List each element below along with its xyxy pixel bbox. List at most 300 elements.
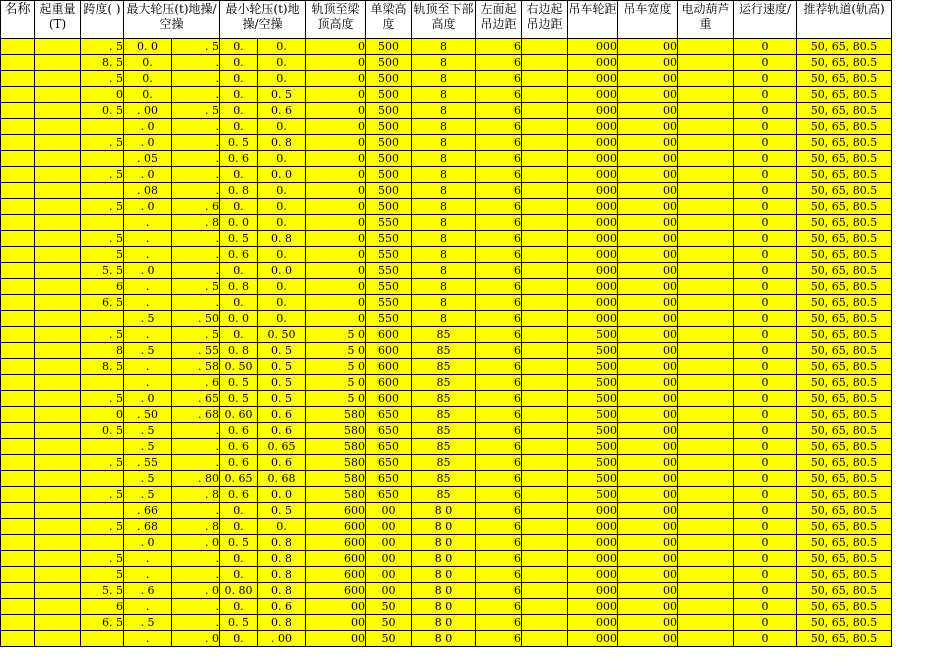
cell-width[interactable]: 00 — [618, 279, 678, 295]
cell-width[interactable]: 00 — [618, 375, 678, 391]
cell-span[interactable] — [81, 311, 124, 327]
cell-wheel-base[interactable]: 000 — [568, 247, 618, 263]
cell-width[interactable]: 00 — [618, 55, 678, 71]
cell-maxp-ground[interactable]: . 0 — [124, 263, 172, 279]
cell-minp-air[interactable]: 0. — [258, 215, 306, 231]
cell-hoist-weight[interactable] — [678, 599, 734, 615]
cell-beam-height[interactable]: 650 — [366, 455, 412, 471]
cell-maxp-air[interactable]: . — [172, 567, 220, 583]
cell-name[interactable] — [1, 103, 35, 119]
cell-minp-air[interactable]: 0. — [258, 311, 306, 327]
cell-maxp-air[interactable]: . — [172, 423, 220, 439]
cell-right-hook[interactable] — [522, 87, 568, 103]
cell-rail-top[interactable]: 0 — [306, 247, 366, 263]
cell-rail-bottom[interactable]: 8 0 — [412, 583, 476, 599]
cell-beam-height[interactable]: 600 — [366, 343, 412, 359]
cell-rail[interactable]: 50, 65, 80.5 — [797, 71, 892, 87]
cell-minp-air[interactable]: 0. 8 — [258, 567, 306, 583]
cell-rail[interactable]: 50, 65, 80.5 — [797, 503, 892, 519]
cell-beam-height[interactable]: 650 — [366, 471, 412, 487]
cell-width[interactable]: 00 — [618, 151, 678, 167]
cell-maxp-ground[interactable]: . 68 — [124, 519, 172, 535]
cell-speed[interactable]: 0 — [734, 487, 797, 503]
cell-beam-height[interactable]: 500 — [366, 167, 412, 183]
cell-minp-ground[interactable]: 0. 0 — [220, 311, 258, 327]
cell-maxp-air[interactable]: . 8 — [172, 215, 220, 231]
cell-name[interactable] — [1, 471, 35, 487]
cell-beam-height[interactable]: 650 — [366, 487, 412, 503]
cell-width[interactable]: 00 — [618, 503, 678, 519]
cell-name[interactable] — [1, 183, 35, 199]
cell-hoist-weight[interactable] — [678, 439, 734, 455]
cell-maxp-air[interactable]: . 68 — [172, 407, 220, 423]
cell-speed[interactable]: 0 — [734, 439, 797, 455]
cell-maxp-air[interactable]: . — [172, 55, 220, 71]
cell-span[interactable]: 8. 5 — [81, 55, 124, 71]
cell-name[interactable] — [1, 407, 35, 423]
cell-name[interactable] — [1, 391, 35, 407]
cell-rail-bottom[interactable]: 85 — [412, 359, 476, 375]
cell-rail-top[interactable]: 00 — [306, 631, 366, 647]
cell-speed[interactable]: 0 — [734, 71, 797, 87]
cell-speed[interactable]: 0 — [734, 151, 797, 167]
cell-rail[interactable]: 50, 65, 80.5 — [797, 599, 892, 615]
cell-minp-air[interactable]: 0. 65 — [258, 439, 306, 455]
cell-right-hook[interactable] — [522, 103, 568, 119]
cell-maxp-ground[interactable]: . 55 — [124, 455, 172, 471]
cell-minp-air[interactable]: 0. 5 — [258, 375, 306, 391]
cell-minp-ground[interactable]: 0. 5 — [220, 535, 258, 551]
cell-load[interactable] — [35, 71, 81, 87]
cell-span[interactable]: . 5 — [81, 39, 124, 55]
cell-right-hook[interactable] — [522, 71, 568, 87]
cell-hoist-weight[interactable] — [678, 375, 734, 391]
cell-span[interactable]: 6. 5 — [81, 615, 124, 631]
cell-hoist-weight[interactable] — [678, 151, 734, 167]
cell-width[interactable]: 00 — [618, 199, 678, 215]
cell-right-hook[interactable] — [522, 199, 568, 215]
cell-width[interactable]: 00 — [618, 247, 678, 263]
cell-load[interactable] — [35, 311, 81, 327]
cell-maxp-ground[interactable]: . 5 — [124, 471, 172, 487]
cell-minp-ground[interactable]: 0. 6 — [220, 247, 258, 263]
cell-maxp-ground[interactable]: . — [124, 359, 172, 375]
cell-minp-air[interactable]: 0. — [258, 183, 306, 199]
cell-minp-air[interactable]: 0. 5 — [258, 343, 306, 359]
cell-width[interactable]: 00 — [618, 599, 678, 615]
cell-rail-top[interactable]: 5 0 — [306, 359, 366, 375]
cell-wheel-base[interactable]: 500 — [568, 407, 618, 423]
cell-name[interactable] — [1, 615, 35, 631]
cell-maxp-air[interactable]: . — [172, 231, 220, 247]
cell-beam-height[interactable]: 550 — [366, 215, 412, 231]
cell-span[interactable] — [81, 375, 124, 391]
cell-rail-bottom[interactable]: 8 0 — [412, 519, 476, 535]
cell-span[interactable] — [81, 151, 124, 167]
cell-rail-bottom[interactable]: 8 — [412, 87, 476, 103]
cell-beam-height[interactable]: 600 — [366, 327, 412, 343]
cell-rail[interactable]: 50, 65, 80.5 — [797, 567, 892, 583]
cell-maxp-air[interactable]: . 6 — [172, 199, 220, 215]
cell-hoist-weight[interactable] — [678, 583, 734, 599]
cell-rail-bottom[interactable]: 8 0 — [412, 567, 476, 583]
cell-rail[interactable]: 50, 65, 80.5 — [797, 615, 892, 631]
cell-span[interactable] — [81, 631, 124, 647]
cell-left-hook[interactable]: 6 — [476, 167, 522, 183]
cell-right-hook[interactable] — [522, 311, 568, 327]
cell-rail-top[interactable]: 00 — [306, 615, 366, 631]
cell-minp-air[interactable]: 0. 6 — [258, 423, 306, 439]
cell-load[interactable] — [35, 535, 81, 551]
cell-maxp-ground[interactable]: . — [124, 231, 172, 247]
cell-minp-air[interactable]: 0. — [258, 39, 306, 55]
cell-minp-ground[interactable]: 0. 5 — [220, 615, 258, 631]
cell-maxp-ground[interactable]: 0. 0 — [124, 39, 172, 55]
cell-name[interactable] — [1, 87, 35, 103]
cell-rail-top[interactable]: 600 — [306, 519, 366, 535]
cell-minp-air[interactable]: 0. — [258, 151, 306, 167]
cell-wheel-base[interactable]: 000 — [568, 551, 618, 567]
cell-right-hook[interactable] — [522, 119, 568, 135]
cell-width[interactable]: 00 — [618, 391, 678, 407]
cell-span[interactable]: 5 — [81, 567, 124, 583]
cell-maxp-air[interactable]: . 0 — [172, 631, 220, 647]
cell-maxp-air[interactable]: . 5 — [172, 327, 220, 343]
cell-speed[interactable]: 0 — [734, 199, 797, 215]
cell-rail-top[interactable]: 580 — [306, 407, 366, 423]
cell-maxp-ground[interactable]: 0. — [124, 71, 172, 87]
cell-rail[interactable]: 50, 65, 80.5 — [797, 455, 892, 471]
cell-span[interactable]: 8 — [81, 343, 124, 359]
cell-left-hook[interactable]: 6 — [476, 439, 522, 455]
cell-speed[interactable]: 0 — [734, 423, 797, 439]
cell-right-hook[interactable] — [522, 407, 568, 423]
cell-rail[interactable]: 50, 65, 80.5 — [797, 39, 892, 55]
cell-rail-bottom[interactable]: 8 0 — [412, 551, 476, 567]
cell-span[interactable]: 5. 5 — [81, 583, 124, 599]
cell-load[interactable] — [35, 583, 81, 599]
cell-rail-bottom[interactable]: 8 0 — [412, 615, 476, 631]
cell-rail-top[interactable]: 580 — [306, 455, 366, 471]
cell-beam-height[interactable]: 500 — [366, 135, 412, 151]
cell-left-hook[interactable]: 6 — [476, 215, 522, 231]
cell-load[interactable] — [35, 183, 81, 199]
cell-beam-height[interactable]: 00 — [366, 519, 412, 535]
cell-right-hook[interactable] — [522, 231, 568, 247]
cell-hoist-weight[interactable] — [678, 391, 734, 407]
cell-beam-height[interactable]: 500 — [366, 183, 412, 199]
cell-rail[interactable]: 50, 65, 80.5 — [797, 295, 892, 311]
cell-minp-air[interactable]: 0. 6 — [258, 455, 306, 471]
cell-maxp-air[interactable]: . — [172, 119, 220, 135]
cell-wheel-base[interactable]: 000 — [568, 71, 618, 87]
cell-right-hook[interactable] — [522, 263, 568, 279]
cell-span[interactable]: . 5 — [81, 135, 124, 151]
cell-span[interactable] — [81, 215, 124, 231]
cell-maxp-ground[interactable]: . — [124, 375, 172, 391]
cell-minp-ground[interactable]: 0. 5 — [220, 135, 258, 151]
cell-rail[interactable]: 50, 65, 80.5 — [797, 87, 892, 103]
cell-wheel-base[interactable]: 000 — [568, 103, 618, 119]
cell-rail-top[interactable]: 0 — [306, 87, 366, 103]
cell-maxp-air[interactable]: . — [172, 551, 220, 567]
cell-rail-top[interactable]: 0 — [306, 151, 366, 167]
cell-rail-top[interactable]: 0 — [306, 39, 366, 55]
cell-maxp-air[interactable]: . — [172, 439, 220, 455]
cell-minp-air[interactable]: 0. 8 — [258, 615, 306, 631]
cell-rail-top[interactable]: 5 0 — [306, 327, 366, 343]
cell-maxp-air[interactable]: . — [172, 71, 220, 87]
cell-load[interactable] — [35, 135, 81, 151]
cell-minp-air[interactable]: 0. 6 — [258, 407, 306, 423]
cell-minp-ground[interactable]: 0. — [220, 87, 258, 103]
cell-left-hook[interactable]: 6 — [476, 151, 522, 167]
cell-right-hook[interactable] — [522, 471, 568, 487]
cell-rail-top[interactable]: 0 — [306, 119, 366, 135]
cell-wheel-base[interactable]: 000 — [568, 87, 618, 103]
cell-right-hook[interactable] — [522, 503, 568, 519]
cell-hoist-weight[interactable] — [678, 279, 734, 295]
cell-name[interactable] — [1, 151, 35, 167]
cell-right-hook[interactable] — [522, 151, 568, 167]
cell-name[interactable] — [1, 423, 35, 439]
cell-name[interactable] — [1, 455, 35, 471]
cell-rail-top[interactable]: 600 — [306, 551, 366, 567]
cell-load[interactable] — [35, 407, 81, 423]
cell-rail-bottom[interactable]: 8 — [412, 135, 476, 151]
cell-width[interactable]: 00 — [618, 295, 678, 311]
cell-span[interactable]: 0 — [81, 87, 124, 103]
cell-right-hook[interactable] — [522, 39, 568, 55]
cell-maxp-air[interactable]: . 50 — [172, 311, 220, 327]
cell-beam-height[interactable]: 550 — [366, 231, 412, 247]
cell-span[interactable]: 5 — [81, 247, 124, 263]
cell-right-hook[interactable] — [522, 359, 568, 375]
cell-wheel-base[interactable]: 500 — [568, 471, 618, 487]
cell-width[interactable]: 00 — [618, 519, 678, 535]
cell-rail-top[interactable]: 0 — [306, 231, 366, 247]
cell-minp-air[interactable]: 0. 8 — [258, 135, 306, 151]
cell-wheel-base[interactable]: 000 — [568, 119, 618, 135]
cell-beam-height[interactable]: 600 — [366, 375, 412, 391]
cell-load[interactable] — [35, 615, 81, 631]
cell-load[interactable] — [35, 247, 81, 263]
cell-width[interactable]: 00 — [618, 631, 678, 647]
cell-rail-top[interactable]: 0 — [306, 279, 366, 295]
cell-hoist-weight[interactable] — [678, 359, 734, 375]
cell-left-hook[interactable]: 6 — [476, 343, 522, 359]
cell-rail[interactable]: 50, 65, 80.5 — [797, 391, 892, 407]
cell-wheel-base[interactable]: 000 — [568, 55, 618, 71]
cell-left-hook[interactable]: 6 — [476, 359, 522, 375]
cell-hoist-weight[interactable] — [678, 615, 734, 631]
cell-load[interactable] — [35, 103, 81, 119]
cell-rail[interactable]: 50, 65, 80.5 — [797, 583, 892, 599]
cell-hoist-weight[interactable] — [678, 503, 734, 519]
cell-hoist-weight[interactable] — [678, 247, 734, 263]
cell-maxp-air[interactable]: . 58 — [172, 359, 220, 375]
cell-width[interactable]: 00 — [618, 487, 678, 503]
cell-minp-ground[interactable]: 0. 8 — [220, 183, 258, 199]
cell-width[interactable]: 00 — [618, 263, 678, 279]
cell-beam-height[interactable]: 500 — [366, 151, 412, 167]
cell-right-hook[interactable] — [522, 599, 568, 615]
cell-load[interactable] — [35, 423, 81, 439]
cell-left-hook[interactable]: 6 — [476, 103, 522, 119]
cell-load[interactable] — [35, 487, 81, 503]
cell-right-hook[interactable] — [522, 375, 568, 391]
cell-minp-air[interactable]: 0. — [258, 71, 306, 87]
cell-minp-ground[interactable]: 0. — [220, 295, 258, 311]
cell-speed[interactable]: 0 — [734, 343, 797, 359]
cell-span[interactable]: 0. 5 — [81, 423, 124, 439]
cell-maxp-ground[interactable]: . — [124, 279, 172, 295]
cell-load[interactable] — [35, 87, 81, 103]
cell-right-hook[interactable] — [522, 55, 568, 71]
cell-hoist-weight[interactable] — [678, 295, 734, 311]
cell-rail[interactable]: 50, 65, 80.5 — [797, 375, 892, 391]
cell-maxp-air[interactable]: . — [172, 455, 220, 471]
cell-name[interactable] — [1, 215, 35, 231]
cell-right-hook[interactable] — [522, 583, 568, 599]
cell-load[interactable] — [35, 199, 81, 215]
cell-wheel-base[interactable]: 500 — [568, 423, 618, 439]
cell-rail-bottom[interactable]: 85 — [412, 407, 476, 423]
cell-right-hook[interactable] — [522, 487, 568, 503]
cell-wheel-base[interactable]: 000 — [568, 183, 618, 199]
cell-rail[interactable]: 50, 65, 80.5 — [797, 119, 892, 135]
cell-beam-height[interactable]: 550 — [366, 311, 412, 327]
cell-minp-ground[interactable]: 0. 5 — [220, 391, 258, 407]
cell-beam-height[interactable]: 500 — [366, 39, 412, 55]
cell-right-hook[interactable] — [522, 135, 568, 151]
cell-maxp-air[interactable]: . 8 — [172, 519, 220, 535]
cell-load[interactable] — [35, 599, 81, 615]
cell-speed[interactable]: 0 — [734, 359, 797, 375]
cell-maxp-ground[interactable]: . — [124, 327, 172, 343]
cell-wheel-base[interactable]: 000 — [568, 631, 618, 647]
cell-width[interactable]: 00 — [618, 327, 678, 343]
cell-beam-height[interactable]: 500 — [366, 103, 412, 119]
cell-span[interactable]: . 5 — [81, 519, 124, 535]
cell-name[interactable] — [1, 199, 35, 215]
cell-maxp-air[interactable]: . — [172, 503, 220, 519]
cell-minp-ground[interactable]: 0. — [220, 103, 258, 119]
cell-rail[interactable]: 50, 65, 80.5 — [797, 167, 892, 183]
cell-rail[interactable]: 50, 65, 80.5 — [797, 215, 892, 231]
cell-name[interactable] — [1, 487, 35, 503]
cell-span[interactable]: . 5 — [81, 327, 124, 343]
cell-speed[interactable]: 0 — [734, 567, 797, 583]
cell-right-hook[interactable] — [522, 439, 568, 455]
cell-rail[interactable]: 50, 65, 80.5 — [797, 247, 892, 263]
cell-rail[interactable]: 50, 65, 80.5 — [797, 183, 892, 199]
cell-left-hook[interactable]: 6 — [476, 231, 522, 247]
cell-name[interactable] — [1, 279, 35, 295]
cell-rail[interactable]: 50, 65, 80.5 — [797, 551, 892, 567]
cell-speed[interactable]: 0 — [734, 375, 797, 391]
cell-load[interactable] — [35, 343, 81, 359]
cell-width[interactable]: 00 — [618, 311, 678, 327]
cell-name[interactable] — [1, 535, 35, 551]
cell-minp-air[interactable]: 0. 6 — [258, 599, 306, 615]
cell-wheel-base[interactable]: 000 — [568, 503, 618, 519]
cell-name[interactable] — [1, 519, 35, 535]
cell-left-hook[interactable]: 6 — [476, 471, 522, 487]
cell-rail[interactable]: 50, 65, 80.5 — [797, 135, 892, 151]
cell-minp-air[interactable]: 0. 8 — [258, 551, 306, 567]
cell-minp-ground[interactable]: 0. 8 — [220, 279, 258, 295]
cell-rail-top[interactable]: 580 — [306, 423, 366, 439]
cell-minp-air[interactable]: 0. — [258, 119, 306, 135]
cell-rail[interactable]: 50, 65, 80.5 — [797, 199, 892, 215]
cell-minp-ground[interactable]: 0. — [220, 599, 258, 615]
cell-wheel-base[interactable]: 000 — [568, 167, 618, 183]
cell-hoist-weight[interactable] — [678, 423, 734, 439]
cell-rail[interactable]: 50, 65, 80.5 — [797, 471, 892, 487]
cell-maxp-air[interactable]: . 0 — [172, 535, 220, 551]
cell-minp-air[interactable]: 0. 8 — [258, 583, 306, 599]
cell-rail-top[interactable]: 5 0 — [306, 343, 366, 359]
cell-rail-bottom[interactable]: 85 — [412, 391, 476, 407]
cell-maxp-ground[interactable]: . 5 — [124, 423, 172, 439]
cell-name[interactable] — [1, 247, 35, 263]
cell-maxp-ground[interactable]: . 00 — [124, 103, 172, 119]
cell-maxp-ground[interactable]: . 0 — [124, 391, 172, 407]
cell-maxp-air[interactable]: . 55 — [172, 343, 220, 359]
cell-hoist-weight[interactable] — [678, 199, 734, 215]
cell-minp-air[interactable]: 0. 8 — [258, 231, 306, 247]
cell-beam-height[interactable]: 00 — [366, 551, 412, 567]
cell-span[interactable]: . 5 — [81, 391, 124, 407]
cell-span[interactable] — [81, 183, 124, 199]
cell-maxp-ground[interactable]: . 6 — [124, 583, 172, 599]
cell-wheel-base[interactable]: 000 — [568, 215, 618, 231]
cell-right-hook[interactable] — [522, 631, 568, 647]
cell-rail[interactable]: 50, 65, 80.5 — [797, 55, 892, 71]
cell-speed[interactable]: 0 — [734, 599, 797, 615]
cell-maxp-air[interactable]: . 5 — [172, 279, 220, 295]
cell-minp-ground[interactable]: 0. — [220, 519, 258, 535]
cell-rail[interactable]: 50, 65, 80.5 — [797, 439, 892, 455]
cell-name[interactable] — [1, 311, 35, 327]
cell-maxp-air[interactable]: . 0 — [172, 583, 220, 599]
cell-rail[interactable]: 50, 65, 80.5 — [797, 519, 892, 535]
cell-minp-ground[interactable]: 0. — [220, 263, 258, 279]
cell-wheel-base[interactable]: 500 — [568, 439, 618, 455]
cell-maxp-ground[interactable]: . 0 — [124, 535, 172, 551]
cell-wheel-base[interactable]: 500 — [568, 391, 618, 407]
cell-minp-ground[interactable]: 0. 80 — [220, 583, 258, 599]
cell-rail-bottom[interactable]: 8 0 — [412, 599, 476, 615]
cell-left-hook[interactable]: 6 — [476, 119, 522, 135]
cell-speed[interactable]: 0 — [734, 391, 797, 407]
cell-rail-bottom[interactable]: 85 — [412, 439, 476, 455]
cell-minp-air[interactable]: 0. 5 — [258, 87, 306, 103]
cell-minp-ground[interactable]: 0. — [220, 119, 258, 135]
cell-left-hook[interactable]: 6 — [476, 583, 522, 599]
cell-rail-top[interactable]: 0 — [306, 215, 366, 231]
cell-rail[interactable]: 50, 65, 80.5 — [797, 343, 892, 359]
cell-span[interactable]: . 5 — [81, 71, 124, 87]
cell-name[interactable] — [1, 439, 35, 455]
cell-right-hook[interactable] — [522, 295, 568, 311]
cell-left-hook[interactable]: 6 — [476, 263, 522, 279]
cell-maxp-air[interactable]: . — [172, 167, 220, 183]
cell-load[interactable] — [35, 295, 81, 311]
cell-left-hook[interactable]: 6 — [476, 407, 522, 423]
cell-rail-bottom[interactable]: 8 — [412, 151, 476, 167]
